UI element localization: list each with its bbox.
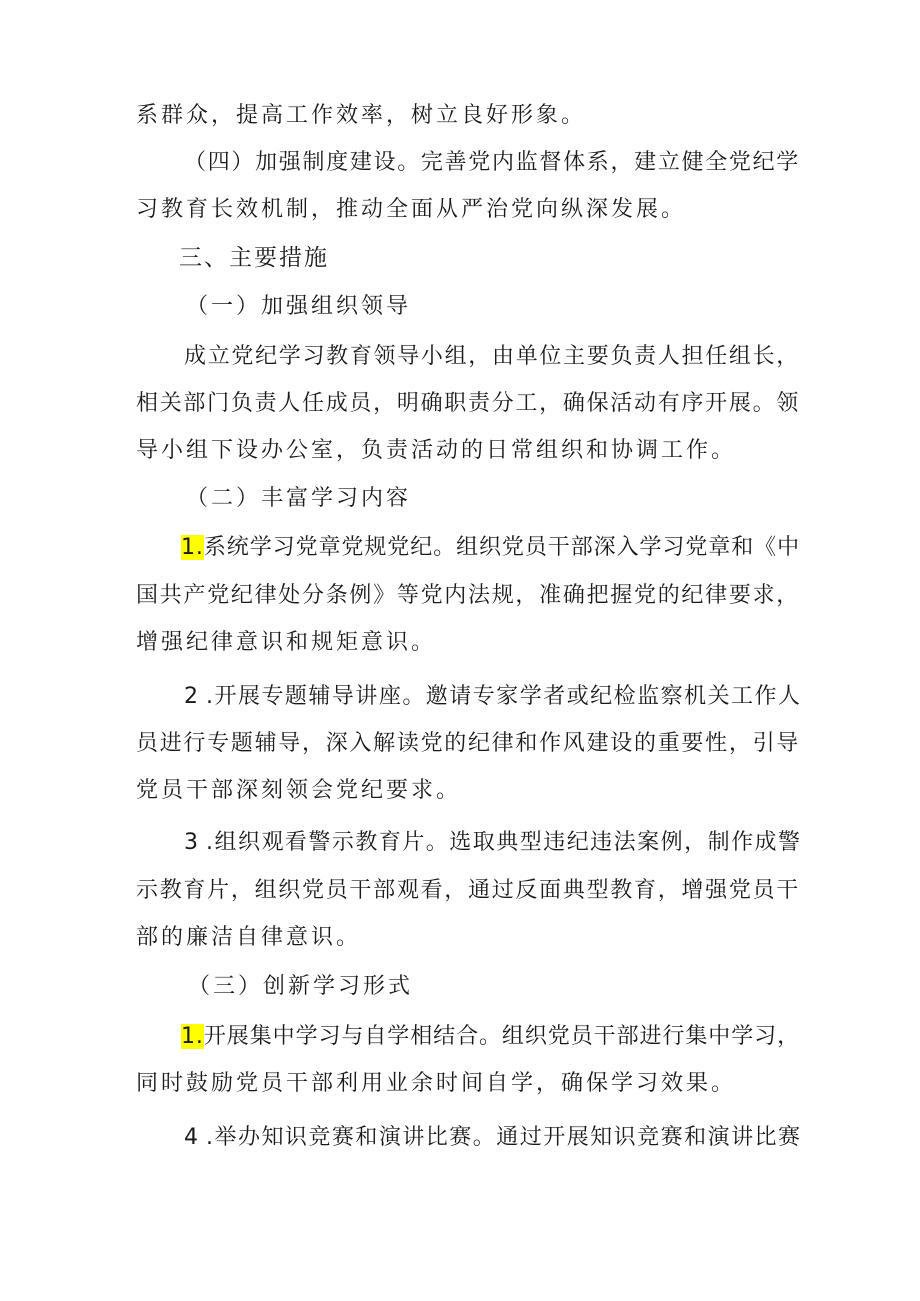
paragraph-line: （四）加强制度建设。完善党内监督体系，建立健全党纪学 — [184, 150, 801, 175]
list-item-text: .举办知识竞赛和演讲比赛。通过开展知识竞赛和演讲比赛 — [206, 1125, 802, 1150]
paragraph-line: 同时鼓励党员干部利用业余时间自学，确保学习效果。 — [136, 1071, 737, 1096]
paragraph-line: 成立党纪学习教育领导小组，由单位主要负责人担任组长， — [184, 344, 801, 369]
list-item-text: 开展集中学习与自学相结合。组织党员干部进行集中学习， — [203, 1024, 801, 1049]
paragraph-line: 部的廉洁自律意识。 — [136, 925, 362, 950]
paragraph-line: 员进行专题辅导，深入解读党的纪律和作风建设的重要性，引导 — [136, 731, 801, 756]
subsection-title: （一）加强组织领导 — [186, 294, 412, 319]
highlighted-item-number: 1. — [181, 535, 204, 560]
paragraph-line: 国共产党纪律处分条例》等党内法规，准确把握党的纪律要求， — [136, 583, 801, 608]
list-item-text: .组织观看警示教育片。选取典型违纪违法案例，制作成警 — [206, 830, 802, 855]
list-item-text: .开展专题辅导讲座。邀请专家学者或纪检监察机关工作人 — [206, 684, 802, 709]
subsection-title: （三）创新学习形式 — [188, 974, 414, 999]
highlighted-item-number: 1. — [181, 1024, 204, 1049]
item-number: 3 — [184, 830, 206, 855]
paragraph-line: 示教育片，组织党员干部观看，通过反面典型教育，增强党员干 — [136, 878, 801, 903]
list-item-text: 系统学习党章党规党纪。组织党员干部深入学习党章和《中 — [203, 535, 801, 560]
list-item-first-line — [181, 533, 800, 563]
paragraph-line: 导小组下设办公室，负责活动的日常组织和协调工作。 — [136, 438, 737, 463]
paragraph-line: 增强纪律意识和规矩意识。 — [136, 630, 437, 655]
paragraph-line: 相关部门负责人任成员，明确职责分工，确保活动有序开展。领 — [136, 391, 801, 416]
list-item-first-line — [181, 1022, 800, 1052]
list-item-first-line — [184, 1123, 802, 1153]
section-heading: 三、主要措施 — [179, 245, 329, 271]
list-item-first-line — [184, 828, 802, 858]
paragraph-line: 系群众，提高工作效率，树立良好形象。 — [136, 103, 587, 128]
list-item-first-line — [184, 682, 802, 712]
paragraph-line: 习教育长效机制，推动全面从严治党向纵深发展。 — [136, 197, 687, 222]
paragraph-line: 党员干部深刻领会党纪要求。 — [136, 778, 462, 803]
subsection-title: （二）丰富学习内容 — [186, 486, 412, 511]
item-number: 2 — [184, 684, 206, 709]
item-number: 4 — [184, 1125, 206, 1150]
